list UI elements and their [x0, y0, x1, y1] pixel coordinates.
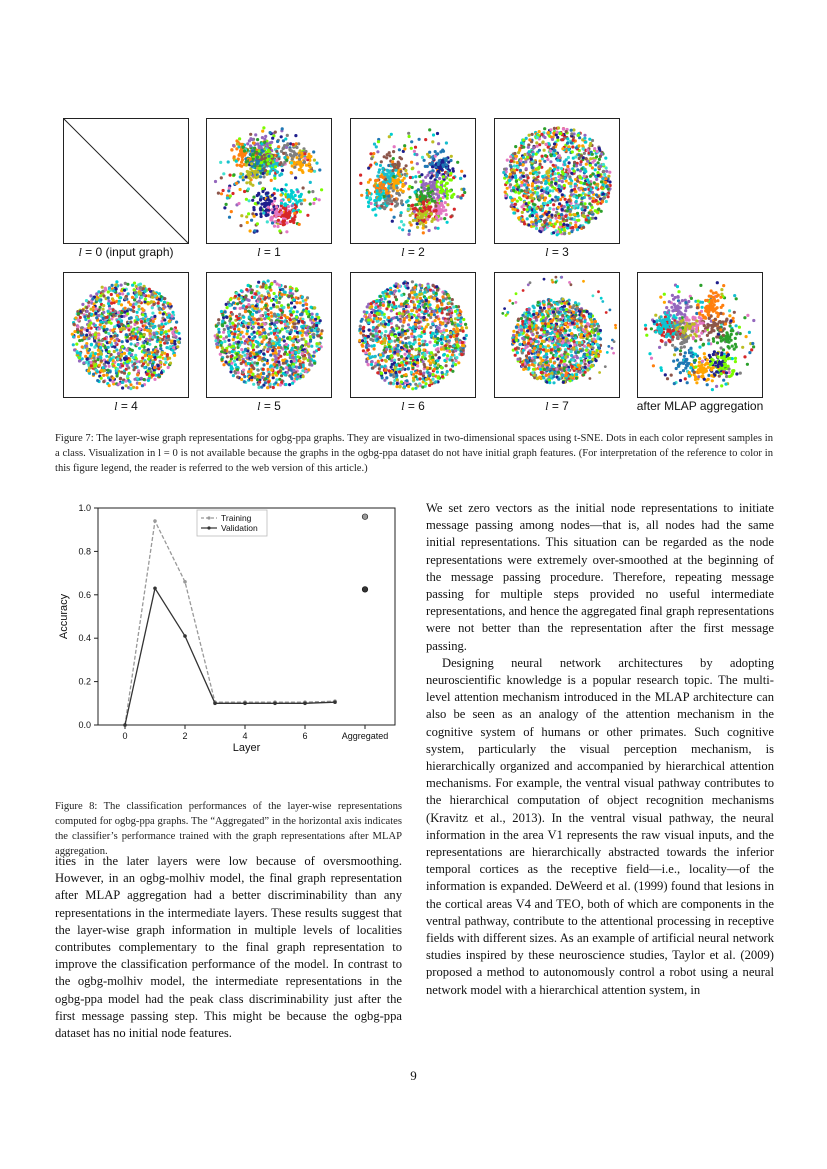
page-number: 9	[410, 1068, 417, 1083]
series-point-training	[183, 580, 187, 584]
tsne-panel-1	[206, 118, 332, 244]
y-tick-label: 0.4	[78, 633, 91, 644]
tsne-scatter	[207, 273, 331, 397]
tsne-panel-0	[63, 118, 189, 244]
tsne-scatter	[495, 273, 619, 397]
tsne-panel-8	[637, 272, 763, 398]
y-tick-label: 0.8	[78, 546, 91, 557]
tsne-panel-label-3: l = 3	[545, 245, 569, 259]
series-point-validation	[183, 634, 187, 638]
empty-diagonal-line	[64, 119, 188, 243]
aggregated-point-training	[362, 514, 368, 520]
x-axis-label: Layer	[232, 742, 261, 754]
tsne-scatter	[351, 119, 475, 243]
series-point-validation	[333, 700, 337, 704]
tsne-scatter	[64, 119, 188, 243]
legend-label-validation: Validation	[221, 523, 258, 533]
x-tick-label: 0	[122, 731, 128, 741]
accuracy-line-chart	[55, 500, 400, 755]
right-paragraph-2: Designing neural network architectures by adopting neuroscientific knowledge is a popular research topic. The multi-level attention mechanism introduced in the MLAP architecture can also be seen as an analogy of the attention mechanism in the cognitive system of humans or other primates. Such cognitive system, particularly the visual perception mechanism, is hierarchically organized and accompanied by hierarchical attention mechanisms. For example, the ventral visual pathway contributes to the hierarchical computation of object recognition mechanisms (Kravitz et al., 2013). In the ventral visual pathway, the neural information in the area V1 represents the raw visual inputs, and the representations are hierarchically abstracted towards the inferior temporal cortices as the receptive field—i.e., locality—of the information is expanded. DeWeerd et al. (1999) found that lesions in the cortical areas V4 and TEO, both of which are components in the ventral pathway, contribute to the attentional processing in receptive fields with different sizes. As an example of artificial neural network studies inspired by these neuroscience studies, Taylor et al. (2009) proposed a method to autonomously control a robot using a neural network model with a hierarchical attention system, in	[426, 655, 774, 997]
tsne-panel-5	[206, 272, 332, 398]
legend-marker-training	[207, 516, 210, 519]
tsne-panel-label-4: l = 4	[114, 399, 138, 413]
tsne-panel-label-2: l = 2	[401, 245, 425, 259]
series-line-validation	[125, 588, 335, 725]
plot-frame	[98, 508, 395, 725]
tsne-scatter	[64, 273, 188, 397]
aggregated-point-validation	[362, 587, 368, 593]
y-tick-label: 0.6	[78, 589, 91, 600]
figure8-caption: Figure 8: The classification performances of the layer-wise representations computed for ogbg-ppa graphs. The “Aggregated” in the horizontal axis indicates the classifier’s performance trained with the graph representations after MLAP aggregation.	[55, 801, 402, 857]
tsne-panel-label-8: after MLAP aggregation	[636, 399, 764, 413]
tsne-panel-label-0: l = 0 (input graph)	[78, 245, 174, 259]
y-tick-label: 0.2	[78, 676, 91, 687]
tsne-panel-label-5: l = 5	[257, 399, 281, 413]
left-column-text	[55, 853, 402, 1042]
y-tick-label: 1.0	[78, 503, 91, 513]
tsne-panel-6	[350, 272, 476, 398]
series-point-validation	[213, 702, 217, 706]
series-point-validation	[303, 702, 307, 706]
right-column-text	[426, 500, 774, 999]
tsne-panel-4	[63, 272, 189, 398]
legend-marker-validation	[207, 526, 210, 529]
series-point-validation	[243, 702, 247, 706]
figure7-caption: Figure 7: The layer-wise graph representations for ogbg-ppa graphs. They are visualized in two-dimensional spaces using t-SNE. Dots in each color represent samples in a class. Visualization in l = 0 is not available because the graphs in the ogbg-ppa dataset do not have initial graph features. (For interpretation of the reference to color in this figure legend, the reader is referred to the web version of this article.)	[55, 433, 773, 474]
tsne-scatter	[638, 273, 762, 397]
tsne-scatter	[207, 119, 331, 243]
series-point-validation	[273, 702, 277, 706]
tsne-panel-label-6: l = 6	[401, 399, 425, 413]
x-tick-label: Aggregated	[341, 731, 389, 741]
y-axis-label: Accuracy	[58, 593, 70, 640]
right-paragraph-1: We set zero vectors as the initial node representations to initiate message passing among nodes—that is, all nodes had the same initial representations. This situation can be regarded as the node representations were extremely over-smoothed at the beginning of the message passing procedure. Therefore, repeating message passing for multiple steps provided no useful intermediate representations, and hence the aggregated final graph representations were not better than the representation after the first message passing.	[426, 501, 774, 653]
left-paragraph-1: ities in the later layers were low because of oversmoothing. However, in an ogbg-molhiv model, the final graph representation after MLAP aggregation had a better discriminability than any representations in the intermediate layers. These results suggest that the layer-wise graph information in multiple levels of localities contributes complementary to the final graph representation to improve the classification performance of the model. In contrast to the ogbg-molhiv model, the intermediate representations in the ogbg-ppa model had the peak class discriminability just after the first message passing step. This might be because the ogbg-ppa dataset has no initial node features.	[55, 854, 402, 1041]
y-tick-label: 0.0	[78, 720, 91, 730]
tsne-panel-7	[494, 272, 620, 398]
x-tick-label: 2	[182, 731, 188, 741]
tsne-scatter	[351, 273, 475, 397]
x-tick-label: 4	[242, 731, 248, 741]
tsne-panel-3	[494, 118, 620, 244]
tsne-scatter	[495, 119, 619, 243]
tsne-panel-label-1: l = 1	[257, 245, 281, 259]
series-point-training	[153, 519, 157, 523]
series-line-training	[125, 521, 335, 725]
series-point-validation	[123, 723, 127, 727]
series-point-validation	[153, 586, 157, 590]
tsne-panel-2	[350, 118, 476, 244]
legend-label-training: Training	[221, 513, 252, 523]
x-tick-label: 6	[302, 731, 308, 741]
tsne-panel-label-7: l = 7	[545, 399, 569, 413]
